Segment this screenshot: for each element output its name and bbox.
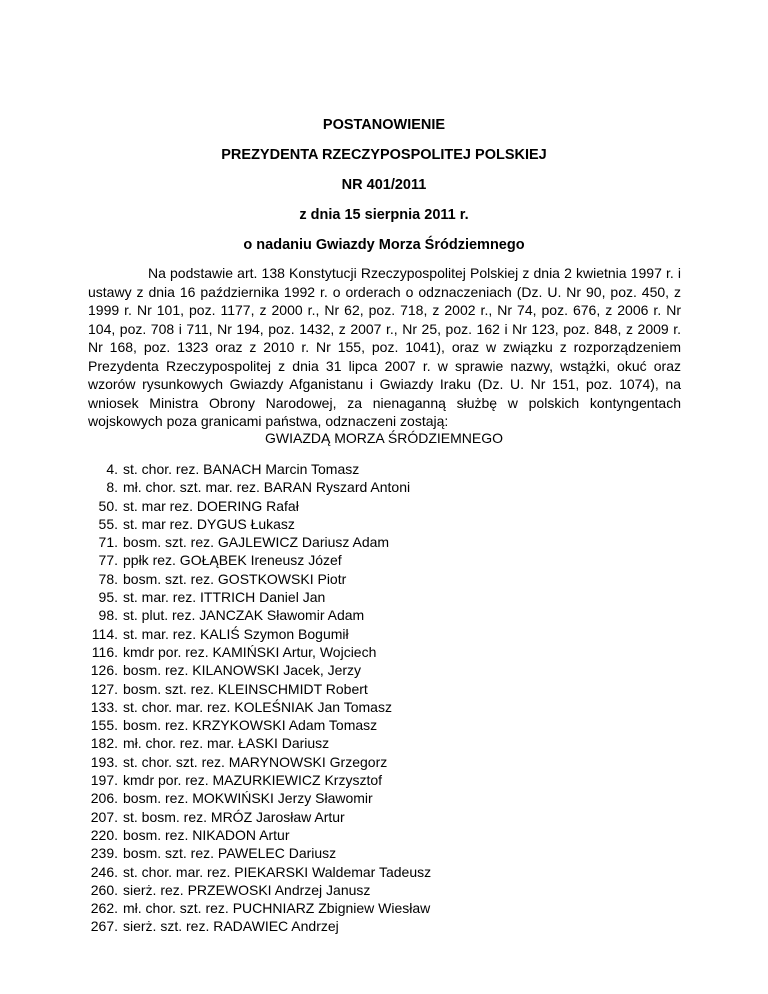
list-item <box>88 716 688 734</box>
list-item <box>88 698 688 716</box>
recipient-list <box>88 460 688 936</box>
list-item-name: st. chor. mar. rez. KOLEŚNIAK Jan Tomasz <box>123 698 392 715</box>
list-item-name: kmdr por. rez. MAZURKIEWICZ Krzysztof <box>123 772 383 789</box>
list-item-name: bosm. rez. NIKADON Artur <box>123 826 290 843</box>
list-item-name: bosm. szt. rez. PAWELEC Dariusz <box>123 845 337 862</box>
list-item-number: 71. <box>98 534 118 551</box>
list-item-name: st. mar. rez. ITTRICH Daniel Jan <box>123 589 326 606</box>
list-item-number: 220. <box>90 826 118 843</box>
list-item-name: ppłk rez. GOŁĄBEK Ireneusz Józef <box>123 552 342 569</box>
list-item-number: 77. <box>98 552 118 569</box>
list-item <box>88 808 688 826</box>
list-item-number: 182. <box>90 735 118 752</box>
list-item-number: 116. <box>91 643 118 660</box>
list-item <box>88 460 688 478</box>
body-paragraph: Na podstawie art. 138 Konstytucji Rzeczypospolitej Polskiej z dnia 2 kwietnia 1997 r. i ustawy z dnia 16 października 1992 r. o orderach o odznaczeniach (Dz. U. Nr 90, poz. 450, z 1999 r. Nr 101, poz. 1177, z 2000 r., Nr 62, poz. 718, z 2002 r., Nr 74, poz. 676, z 2006 r. Nr 104, poz. 708 i 711, Nr 194, poz. 1432, z 2007 r., Nr 25, poz. 162 i Nr 123, poz. 848, z 2009 r. Nr 168, poz. 1323 oraz z 2010 r. Nr 155, poz. 1041), oraz w związku z rozporządzeniem Prezydenta Rzeczypospolitej z dnia 31 lipca 2007 r. w sprawie nazwy, wstążki, okuć oraz wzorów rysunkowych Gwiazdy Afganistanu i Gwiazdy Iraku (Dz. U. Nr 151, poz. 1074), na wniosek Ministra Obrony Narodowej, za nienaganną służbę w polskich kontyngentach wojskowych poza granicami państwa, odznaczeni zostają: <box>88 265 681 429</box>
document-number: NR 401/2011 <box>341 177 427 193</box>
list-item-number: 114. <box>91 625 118 642</box>
list-item-name: st. mar. rez. KALIŚ Szymon Bogumił <box>123 625 349 642</box>
list-item-number: 262. <box>90 900 118 917</box>
list-item-number: 246. <box>90 863 118 880</box>
list-item-number: 4. <box>106 461 118 477</box>
list-item-number: 193. <box>90 753 118 770</box>
list-item-name: bosm. szt. rez. GOSTKOWSKI Piotr <box>123 570 347 587</box>
list-item <box>88 753 688 771</box>
list-item <box>88 515 688 533</box>
list-item <box>88 661 688 679</box>
list-item-number: 50. <box>98 497 118 514</box>
list-item <box>88 478 688 496</box>
list-item-name: bosm. rez. MOKWIŃSKI Jerzy Sławomir <box>123 790 373 807</box>
list-item <box>88 588 688 606</box>
list-item-name: sierż. szt. rez. RADAWIEC Andrzej <box>123 918 339 935</box>
list-item-name: st. plut. rez. JANCZAK Sławomir Adam <box>123 607 365 624</box>
list-item-number: 197. <box>90 772 118 789</box>
list-item-name: st. chor. mar. rez. PIEKARSKI Waldemar Tadeusz <box>123 863 432 880</box>
list-item <box>88 606 688 624</box>
list-item-number: 260. <box>90 881 118 898</box>
list-item-number: 98. <box>98 607 118 624</box>
list-item-number: 206. <box>90 790 118 807</box>
list-item-name: st. mar rez. DOERING Rafał <box>123 497 299 514</box>
list-item-name: st. bosm. rez. MRÓZ Jarosław Artur <box>123 808 345 825</box>
list-item-number: 207. <box>90 808 118 825</box>
list-item-name: bosm. rez. KILANOWSKI Jacek, Jerzy <box>123 662 362 679</box>
document-subject: o nadaniu Gwiazdy Morza Śródziemnego <box>243 237 525 253</box>
list-item <box>88 533 688 551</box>
list-item-name: kmdr por. rez. KAMIŃSKI Artur, Wojciech <box>123 643 377 660</box>
list-item <box>88 734 688 752</box>
list-item-name: st. chor. szt. rez. MARYNOWSKI Grzegorz <box>123 753 388 770</box>
list-item <box>88 570 688 588</box>
list-item-number: 8. <box>106 479 118 496</box>
document-issuer: PREZYDENTA RZECZYPOSPOLITEJ POLSKIEJ <box>221 147 547 163</box>
document-date: z dnia 15 sierpnia 2011 r. <box>299 207 469 223</box>
list-item-name: st. mar rez. DYGUS Łukasz <box>123 515 295 532</box>
list-item <box>88 771 688 789</box>
document-body <box>88 264 681 431</box>
list-item <box>88 643 688 661</box>
list-item <box>88 863 688 881</box>
list-item <box>88 881 688 899</box>
list-item-name: bosm. szt. rez. GAJLEWICZ Dariusz Adam <box>123 534 390 551</box>
list-item-number: 126. <box>90 662 118 679</box>
list-item <box>88 789 688 807</box>
list-item-number: 267. <box>90 918 118 935</box>
list-item <box>88 551 688 569</box>
list-item-number: 95. <box>98 589 118 606</box>
list-item <box>88 917 688 935</box>
list-item-number: 133. <box>90 698 118 715</box>
list-item-name: sierż. rez. PRZEWOSKI Andrzej Janusz <box>123 881 371 898</box>
list-item-name: bosm. rez. KRZYKOWSKI Adam Tomasz <box>123 717 378 734</box>
list-item <box>88 826 688 844</box>
list-item-number: 55. <box>98 515 118 532</box>
list-item <box>88 625 688 643</box>
list-item-name: mł. chor. rez. mar. ŁASKI Dariusz <box>123 735 330 752</box>
list-item <box>88 844 688 862</box>
list-item <box>88 899 688 917</box>
section-title: GWIAZDĄ MORZA ŚRÓDZIEMNEGO <box>264 430 503 446</box>
list-item-name: mł. chor. szt. rez. PUCHNIARZ Zbigniew Wiesław <box>123 900 431 917</box>
list-item-name: bosm. szt. rez. KLEINSCHMIDT Robert <box>123 680 368 697</box>
list-item <box>88 497 688 515</box>
list-item-number: 127. <box>90 680 118 697</box>
list-item-number: 78. <box>98 570 118 587</box>
list-item <box>88 680 688 698</box>
list-item-number: 239. <box>90 845 118 862</box>
list-item-name: mł. chor. szt. mar. rez. BARAN Ryszard Antoni <box>123 479 411 496</box>
list-item-number: 155. <box>90 717 118 734</box>
document-title: POSTANOWIENIE <box>322 117 446 133</box>
list-item-name: st. chor. rez. BANACH Marcin Tomasz <box>123 461 360 477</box>
